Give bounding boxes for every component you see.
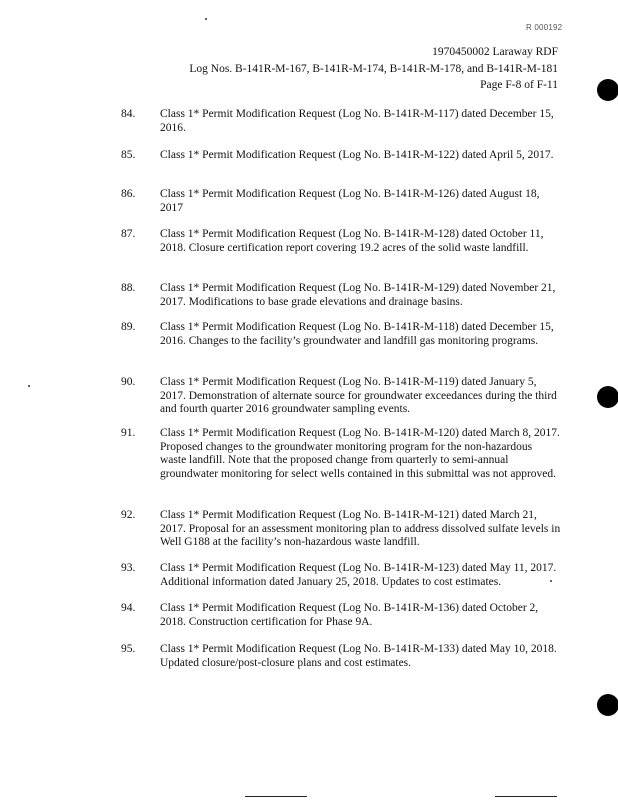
item-number: 93.	[121, 562, 136, 574]
list-item	[121, 643, 561, 670]
item-text: Class 1* Permit Modification Request (Log No. B-141R-M-120) dated March 8, 2017. Proposed changes to the groundwater monitoring program for the non-hazardous waste landfill. Note that the proposed change from quarterly to semi-annual groundwater monitoring for select wells contained in this submittal was not approved.	[160, 427, 560, 480]
list-item	[121, 562, 561, 589]
scan-speck	[205, 18, 207, 20]
item-text: Class 1* Permit Modification Request (Log No. B-141R-M-129) dated November 21, 2017. Modifications to base grade elevations and drainage basins.	[160, 282, 556, 308]
item-text: Class 1* Permit Modification Request (Log No. B-141R-M-118) dated December 15, 2016. Changes to the facility’s groundwater and landfill gas monitoring programs.	[160, 321, 554, 347]
list-item	[121, 602, 561, 629]
list-item	[121, 427, 561, 481]
punch-hole-icon	[597, 386, 618, 408]
punch-hole-icon	[597, 79, 618, 101]
list-item	[121, 149, 561, 163]
item-text: Class 1* Permit Modification Request (Log No. B-141R-M-119) dated January 5, 2017. Demonstration of alternate source for groundwater exceedances during the third and fourth quarter 2016 groundwater sampling events.	[160, 376, 557, 415]
item-text: Class 1* Permit Modification Request (Log No. B-141R-M-133) dated May 10, 2018. Updated closure/post-closure plans and cost estimates.	[160, 643, 557, 669]
item-text: Class 1* Permit Modification Request (Log No. B-141R-M-128) dated October 11, 2018. Closure certification report covering 19.2 acres of the solid waste landfill.	[160, 228, 544, 254]
item-number: 85.	[121, 149, 136, 161]
item-number: 92.	[121, 509, 136, 521]
item-number: 84.	[121, 108, 136, 120]
bates-stamp: R 000192	[526, 23, 563, 32]
footer-rule-right	[495, 796, 557, 797]
list-item	[121, 509, 561, 550]
list-item	[121, 228, 561, 255]
item-number: 89.	[121, 321, 136, 333]
header-facility-line: 1970450002 Laraway RDF	[432, 46, 558, 58]
header-page-number: Page F-8 of F-11	[480, 79, 558, 91]
item-number: 88.	[121, 282, 136, 294]
item-text: Class 1* Permit Modification Request (Log No. B-141R-M-121) dated March 21, 2017. Proposal for an assessment monitoring plan to address dissolved sulfate levels in Well G188 at the facility’s non-hazardous waste landfill.	[160, 509, 561, 548]
item-number: 91.	[121, 427, 136, 439]
item-number: 95.	[121, 643, 136, 655]
item-text: Class 1* Permit Modification Request (Log No. B-141R-M-136) dated October 2, 2018. Construction certification for Phase 9A.	[160, 602, 539, 628]
scan-speck	[28, 385, 30, 387]
item-text: Class 1* Permit Modification Request (Log No. B-141R-M-117) dated December 15, 2016.	[160, 108, 554, 134]
list-item	[121, 108, 561, 135]
header-log-numbers: Log Nos. B-141R-M-167, B-141R-M-174, B-141R-M-178, and B-141R-M-181	[189, 63, 558, 75]
item-text: Class 1* Permit Modification Request (Log No. B-141R-M-126) dated August 18, 2017	[160, 188, 540, 214]
list-item	[121, 321, 561, 348]
item-text: Class 1* Permit Modification Request (Log No. B-141R-M-122) dated April 5, 2017.	[160, 149, 554, 161]
item-text: Class 1* Permit Modification Request (Log No. B-141R-M-123) dated May 11, 2017. Additional information dated January 25, 2018. Updates to cost estimates.	[160, 562, 557, 588]
item-number: 86.	[121, 188, 136, 200]
list-item	[121, 376, 561, 417]
item-number: 90.	[121, 376, 136, 388]
item-number: 94.	[121, 602, 136, 614]
item-number: 87.	[121, 228, 136, 240]
list-item	[121, 282, 561, 309]
list-item	[121, 188, 561, 215]
punch-hole-icon	[597, 694, 618, 716]
footer-rule-left	[245, 796, 307, 797]
